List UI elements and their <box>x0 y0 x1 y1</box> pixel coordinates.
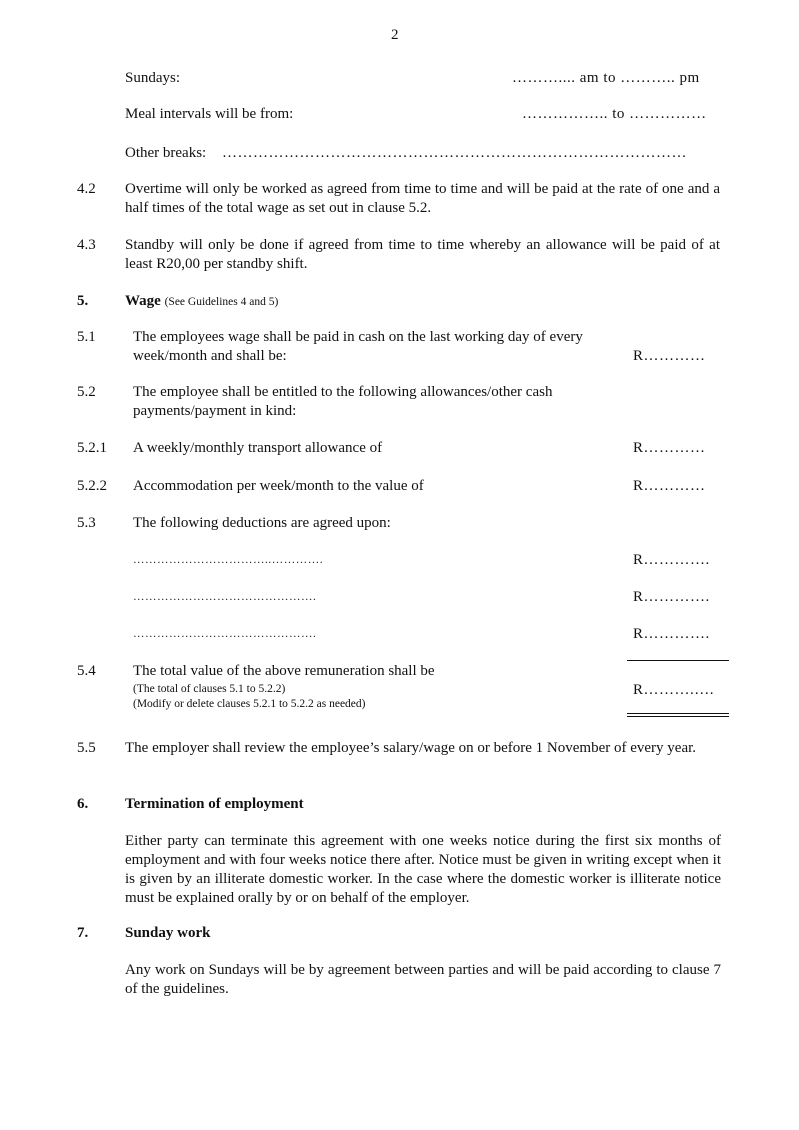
clause-number: 5.2.2 <box>77 478 107 494</box>
sundays-hours-field[interactable]: ……….... am to ……….. pm <box>512 70 700 86</box>
section-number: 6. <box>77 796 89 812</box>
clause-5-4-subnote: (The total of clauses 5.1 to 5.2.2) <box>133 683 286 695</box>
deduction-description-field[interactable]: ………………………………………. <box>133 628 317 640</box>
sundays-label: Sundays: <box>125 70 181 86</box>
termination-heading: Termination of employment <box>125 796 304 812</box>
sunday-work-text: Any work on Sundays will be by agreement between parties and will be paid according to clause 7 of the guidelines. <box>125 962 721 997</box>
accommodation-amount-field[interactable]: R………… <box>633 478 706 494</box>
total-top-rule <box>627 660 729 661</box>
clause-number: 5.5 <box>77 740 96 756</box>
clause-number: 4.3 <box>77 237 96 253</box>
other-breaks-label: Other breaks: <box>125 145 207 161</box>
clause-number: 5.3 <box>77 515 96 531</box>
section-number: 7. <box>77 925 89 941</box>
deduction-amount-field[interactable]: R…………. <box>633 552 710 568</box>
clause-5-2-1-text: A weekly/monthly transport allowance of <box>133 440 383 456</box>
deduction-description-field[interactable]: ………………………………………. <box>133 591 317 603</box>
clause-number: 5.4 <box>77 663 96 679</box>
termination-text: Either party can terminate this agreement with one weeks notice during the first six months of employment and with four weeks notice there after. Notice must be given in writing except when it is given by an illiterate domestic worker. In the case where the domestic worker is illiterate notice must be explained orally by or on behalf of the employer. <box>125 833 721 906</box>
total-double-rule <box>627 716 729 717</box>
meal-intervals-field[interactable]: …………….. to …………… <box>522 106 707 122</box>
wage-title: Wage <box>125 293 161 309</box>
clause-number: 4.2 <box>77 181 96 197</box>
clause-5-5-text: The employer shall review the employee’s salary/wage on or before 1 November of every year. <box>125 740 697 756</box>
wage-heading <box>125 292 278 311</box>
clause-5-4-subnote: (Modify or delete clauses 5.2.1 to 5.2.2 as needed) <box>133 698 366 710</box>
wage-guidelines-note: (See Guidelines 4 and 5) <box>164 296 279 308</box>
clause-5-4-text: The total value of the above remuneration shall be <box>133 663 435 679</box>
clause-5-2-2-text: Accommodation per week/month to the value of <box>133 478 424 494</box>
transport-allowance-field[interactable]: R………… <box>633 440 706 456</box>
page-number: 2 <box>391 27 399 43</box>
deduction-amount-field[interactable]: R…………. <box>633 589 710 605</box>
sunday-work-heading: Sunday work <box>125 925 211 941</box>
clause-4-2-text: Overtime will only be worked as agreed from time to time and will be paid at the rate of one and a half times of the total wage as set out in clause 5.2. <box>125 181 720 216</box>
total-double-rule <box>627 713 729 714</box>
clause-number: 5.2 <box>77 384 96 400</box>
wage-amount-field[interactable]: R………… <box>633 348 706 364</box>
deduction-description-field[interactable]: ……………………………..…………. <box>133 554 324 566</box>
deduction-amount-field[interactable]: R…………. <box>633 626 710 642</box>
other-breaks-field[interactable]: ……………………………………………………………………………… <box>222 145 687 161</box>
meal-intervals-label: Meal intervals will be from: <box>125 106 294 122</box>
clause-5-2-text: The employee shall be entitled to the following allowances/other cash payments/payment in kind: <box>133 384 553 419</box>
clause-number: 5.2.1 <box>77 440 107 456</box>
clause-5-3-text: The following deductions are agreed upon: <box>133 515 391 531</box>
clause-number: 5.1 <box>77 329 96 345</box>
total-remuneration-field[interactable]: R……….…. <box>633 682 715 698</box>
clause-4-3-text: Standby will only be done if agreed from time to time whereby an allowance will be paid of at least R20,00 per standby shift. <box>125 237 720 272</box>
section-number: 5. <box>77 293 89 309</box>
clause-5-1-text: The employees wage shall be paid in cash on the last working day of every week/month and shall be: <box>133 329 583 364</box>
